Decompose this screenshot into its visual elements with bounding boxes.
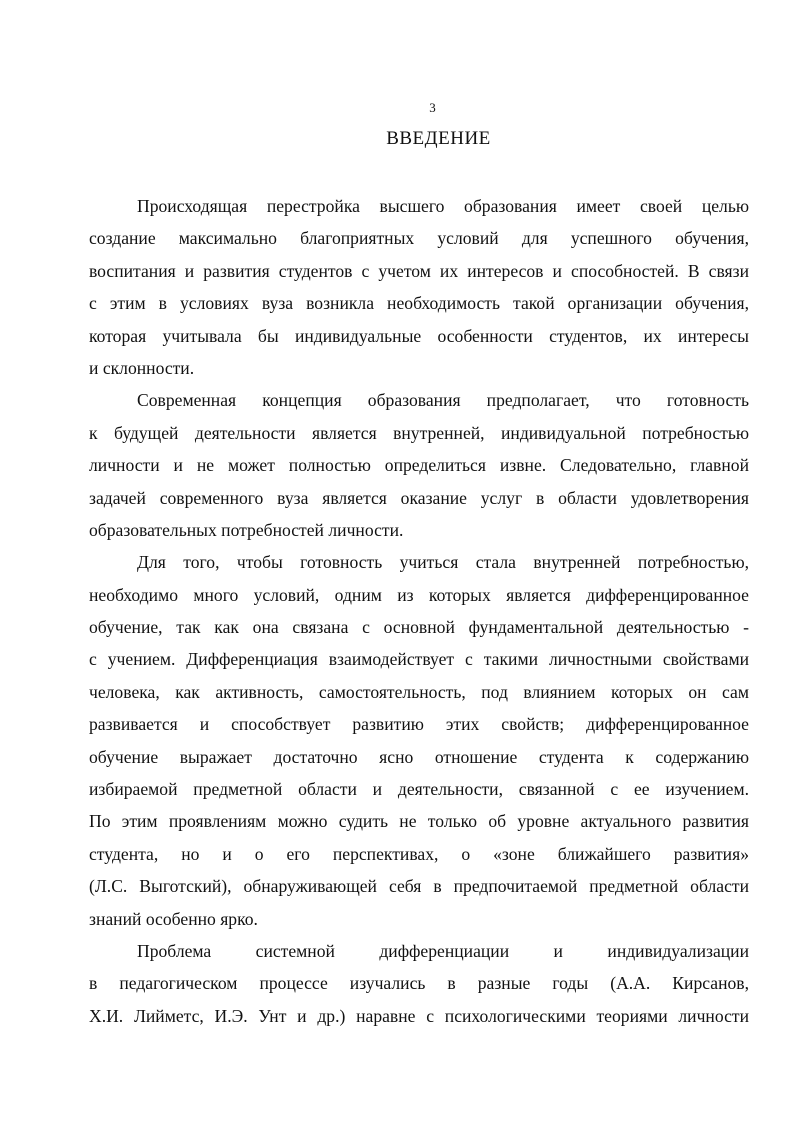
paragraph-line: необходимо много условий, одним из которых является дифференцированное	[89, 584, 749, 605]
paragraph-line: образовательных потребностей личности.	[89, 519, 404, 540]
paragraph-line: знаний особенно ярко.	[89, 908, 258, 929]
paragraph-3	[89, 546, 749, 935]
paragraph-line: которая учитывала бы индивидуальные особенности студентов, их интересы	[89, 325, 749, 346]
paragraph-line: обучение выражает достаточно ясно отношение студента к содержанию	[89, 746, 749, 767]
page-number: 3	[429, 100, 436, 115]
paragraph-line: студента, но и о его перспективах, о «зоне ближайшего развития»	[89, 843, 749, 864]
paragraph-line: (Л.С. Выготский), обнаруживающей себя в предпочитаемой предметной области	[89, 876, 749, 897]
paragraph-line: Х.И. Лийметс, И.Э. Унт и др.) наравне с психологическими теориями личности	[89, 1005, 749, 1026]
paragraph-line: Для того, чтобы готовность учиться стала внутренней потребностью,	[137, 552, 749, 573]
paragraph-line: и склонности.	[89, 357, 195, 378]
paragraph-1	[89, 190, 749, 384]
paragraph-line: человека, как активность, самостоятельность, под влиянием которых он сам	[89, 681, 749, 702]
section-title: ВВЕДЕНИЕ	[386, 128, 491, 149]
paragraph-line: в педагогическом процессе изучались в разные годы (А.А. Кирсанов,	[89, 973, 749, 994]
paragraph-line: личности и не может полностью определиться извне. Следовательно, главной	[89, 455, 749, 476]
paragraph-line: создание максимально благоприятных условий для успешного обучения,	[89, 228, 749, 249]
paragraph-line: к будущей деятельности является внутренней, индивидуальной потребностью	[89, 422, 749, 443]
paragraph-line: с учением. Дифференциация взаимодействует с такими личностными свойствами	[89, 649, 749, 670]
paragraph-line: с этим в условиях вуза возникла необходимость такой организации обучения,	[89, 293, 749, 314]
paragraph-line: задачей современного вуза является оказание услуг в области удовлетворения	[89, 487, 749, 508]
paragraph-4	[89, 935, 749, 1032]
paragraph-line: По этим проявлениям можно судить не только об уровне актуального развития	[89, 811, 749, 832]
paragraph-line: воспитания и развития студентов с учетом их интересов и способностей. В связи	[89, 260, 749, 281]
paragraph-line: развивается и способствует развитию этих свойств; дифференцированное	[89, 714, 749, 735]
paragraph-line: Современная концепция образования предполагает, что готовность	[137, 390, 749, 411]
body-text	[89, 190, 749, 1032]
paragraph-line: Происходящая перестройка высшего образования имеет своей целью	[137, 196, 749, 216]
paragraph-2	[89, 384, 749, 546]
paragraph-line: обучение, так как она связана с основной фундаментальной деятельностью -	[89, 617, 749, 638]
paragraph-line: избираемой предметной области и деятельности, связанной с ее изучением.	[89, 779, 749, 800]
paragraph-line: Проблема системной дифференциации и индивидуализации	[137, 940, 749, 961]
